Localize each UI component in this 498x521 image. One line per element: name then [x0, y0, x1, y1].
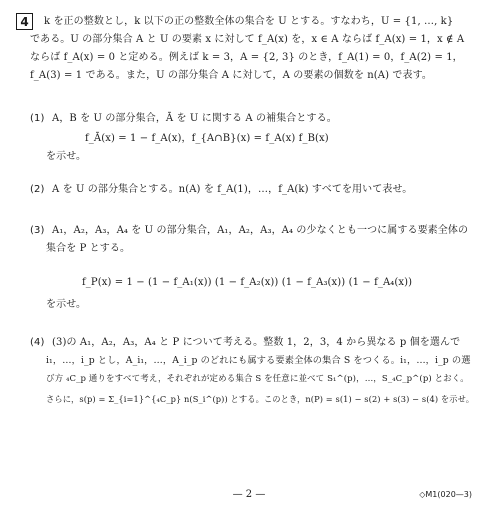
part1-formula: f_Ā(x) = 1 − f_A(x)，f_{A∩B}(x) = f_A(x) f_B(x) [85, 133, 329, 144]
intro-line-4: f_A(3) = 1 である。また，U の部分集合 A に対して，A の要素の個数を n(A) で表す。 [30, 70, 432, 81]
part4-label: (4) [30, 337, 45, 348]
intro-line-3: ならば f_A(x) = 0 と定める。例えば k = 3，A = {2, 3} のとき，f_A(1) = 0，f_A(2) = 1， [30, 52, 463, 63]
part2-line-1: A を U の部分集合とする。n(A) を f_A(1)，…，f_A(k) すべてを用いて表せ。 [52, 184, 413, 195]
part4-line-3: び方 ₄C_p 通りをすべて考え，それぞれが定める集合 S を任意に並べて S₁^(p)，…，S_₄C_p^(p) とおく。 [46, 374, 469, 384]
question-number-box: 4 [16, 13, 33, 30]
exam-code: ◇M1(020—3) [419, 490, 472, 499]
part3-show: を示せ。 [46, 299, 87, 310]
part3-line-2: 集合を P とする。 [46, 243, 131, 254]
part4-line-4: さらに，s(p) = Σ_{i=1}^{₄C_p} n(S_i^(p)) とする。このとき，n(P) = s(1) − s(2) + s(3) − s(4) を示せ。 [46, 394, 475, 404]
intro-line-2: である。U の部分集合 A と U の要素 x に対して f_A(x) を，x ∈ A ならば f_A(x) = 1，x ∉ A [30, 34, 465, 45]
intro-line-1: k を正の整数とし，k 以下の正の整数全体の集合を U とする。すなわち，U = {1, …, k} [44, 16, 454, 27]
part1-show: を示せ。 [46, 151, 87, 162]
part1-line-1: A，B を U の部分集合，Ā を U に関する A の補集合とする。 [52, 113, 337, 124]
part3-label: (3) [30, 225, 45, 236]
part1-label: (1) [30, 113, 45, 124]
part4-line-2: i₁，…，i_p とし，A_i₁，…，A_i_p のどれにも属する要素全体の集合 S をつくる。i₁，…，i_p の選 [46, 355, 471, 366]
part4-line-1: (3)の A₁，A₂，A₃，A₄ と P について考える。整数 1，2，3，4 から異なる p 個を選んで [52, 337, 461, 348]
part3-formula: f_P(x) = 1 − (1 − f_A₁(x)) (1 − f_A₂(x)) (1 − f_A₃(x)) (1 − f_A₄(x)) [82, 277, 413, 288]
page-number: — 2 — [232, 489, 266, 500]
part2-label: (2) [30, 184, 45, 195]
part3-line-1: A₁，A₂，A₃，A₄ を U の部分集合，A₁，A₂，A₃，A₄ の少なくとも一つに属する要素全体の [52, 225, 469, 236]
